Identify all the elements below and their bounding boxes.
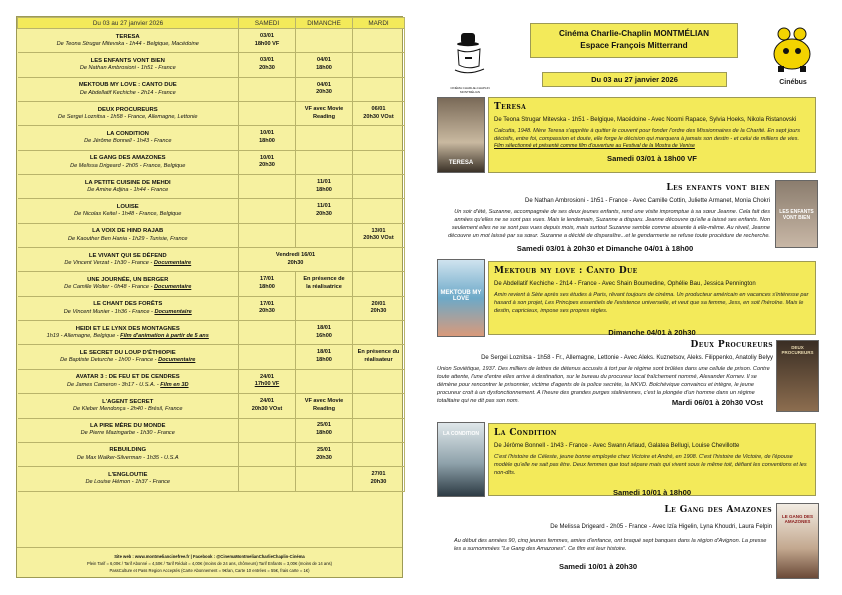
film-title: Teresa <box>494 102 527 112</box>
schedule-tuesday-slot <box>353 272 405 296</box>
schedule-film-cell <box>18 394 239 418</box>
schedule-slot-line: 20h30 <box>370 308 387 315</box>
schedule-film-credits <box>21 90 236 98</box>
schedule-film-title: LES ENFANTS VONT BIEN <box>90 57 165 64</box>
schedule-credits-text: De James Cameron - 3h17 - U.S.A. - <box>66 381 161 388</box>
schedule-film-title: L'AGENT SECRET <box>102 398 154 405</box>
poster-teresa <box>437 97 485 173</box>
schedule-saturday-slot <box>239 29 296 53</box>
schedule-slot-line: 24/01 <box>260 398 274 404</box>
schedule-film-cell <box>18 126 239 150</box>
header-saturday: SAMEDI <box>239 18 296 29</box>
poster-amazones <box>776 503 819 579</box>
schedule-film-cell <box>18 175 239 199</box>
poster-condition <box>437 422 485 497</box>
schedule-film-tag: Documentaire <box>154 284 192 291</box>
film-showtime: Mardi 06/01 à 20h30 VOst <box>671 398 763 408</box>
schedule-sunday-slot <box>296 418 353 442</box>
schedule-tuesday-slot <box>353 53 405 77</box>
schedule-film-credits <box>21 41 236 49</box>
schedule-tuesday-slot <box>353 345 405 369</box>
schedule-slot-line: 20h30 <box>259 308 275 315</box>
schedule-row <box>18 199 405 223</box>
poster-title: LA CONDITION <box>443 431 479 437</box>
schedule-row <box>18 296 405 320</box>
schedule-credits-text: De Max Walker-Silverman - 1h35 - U.S.A <box>76 454 179 461</box>
schedule-film-cell <box>18 321 239 345</box>
schedule-saturday-slot <box>239 442 296 466</box>
schedule-slot-line: 20/01 <box>371 300 386 307</box>
period-dates: Du 03 au 27 janvier 2026 <box>542 72 727 87</box>
schedule-panel <box>16 16 403 578</box>
schedule-row <box>18 29 405 53</box>
schedule-sunday-slot <box>296 223 353 247</box>
schedule-slot-line: Vendredi 16/01 <box>275 251 316 258</box>
schedule-slot-line: Reading <box>312 113 336 120</box>
schedule-body <box>18 29 405 492</box>
film-credits: De Melissa Drigeard - 2h05 - France - Avec Izïa Higelin, Lyna Khoudri, Laura Felpin <box>550 524 772 531</box>
schedule-slot-line: En présence du <box>357 349 400 356</box>
header-period: Du 03 au 27 janvier 2026 <box>18 18 239 29</box>
schedule-film-tag: Documentaire <box>158 357 196 364</box>
schedule-slot-line: réalisateur <box>364 357 393 364</box>
schedule-sunday-slot <box>296 199 353 223</box>
schedule-sunday-slot <box>296 150 353 174</box>
schedule-row <box>18 442 405 466</box>
schedule-film-credits <box>21 357 236 365</box>
schedule-tuesday-slot <box>353 199 405 223</box>
schedule-film-title: LE GANG DES AMAZONES <box>89 155 166 162</box>
schedule-slot-line: 16h00 <box>316 332 332 339</box>
schedule-film-credits <box>21 309 236 317</box>
schedule-slot-line: 18h00 <box>259 138 275 145</box>
schedule-film-credits <box>21 65 236 73</box>
schedule-slot-line: Reading <box>312 405 336 412</box>
schedule-sunday-slot <box>296 467 353 491</box>
film-synopsis: Au début des années 90, cinq jeunes femmes, amies d'enfance, ont braqué sept banques dans la région d'Avignon. La presse les a surnommées "Le Gang des Amazones". Ce film est leur histoire. <box>454 537 767 552</box>
schedule-sunday-slot <box>296 296 353 320</box>
film-showtime: Samedi 10/01 à 20h30 <box>559 561 638 571</box>
schedule-slot-line: 20h30 <box>316 89 332 96</box>
schedule-slot-line: 20h30 VOst <box>363 235 394 242</box>
schedule-film-tag: Film d'animation à partir de 5 ans <box>120 333 209 340</box>
schedule-tuesday-slot <box>353 29 405 53</box>
schedule-saturday-slot <box>239 345 296 369</box>
film-title: Le Gang des Amazones <box>664 505 772 515</box>
schedule-slot-line: 18h00 <box>316 357 332 364</box>
schedule-film-cell <box>18 296 239 320</box>
schedule-film-cell <box>18 467 239 491</box>
schedule-credits-text: De Kaouther Ben Hania - 1h29 - Tunisie, France <box>67 235 188 242</box>
schedule-film-title: LA VOIX DE HIND RAJAB <box>92 228 164 235</box>
schedule-saturday-slot <box>239 296 296 320</box>
schedule-slot-line: 20h30 <box>259 162 275 169</box>
schedule-tuesday-slot <box>353 394 405 418</box>
footer-prices: Plein Tarif = 6,00€ / Tarif Abonné = 4,50€ / Tarif Réduit = 4,00€ (moins de 24 ans, chômeurs) Tarif Enfants = 3,00€ (moins de 14 ans) <box>86 561 333 567</box>
schedule-saturday-slot <box>239 175 296 199</box>
film-card-procureurs <box>437 339 773 408</box>
schedule-row <box>18 248 405 272</box>
film-synopsis: Union Soviétique, 1937. Des milliers de lettres de détenus accusés à tort par le régime sont brûlées dans une cellule de prison. Contre toute attente, l'une d'entre elles arrive à destination, sur le bureau du procureur local fraîchement nommé, Alexander Kornev. Il se démène pour rencontrer le prisonnier, victime d'agents de la police secrète, la NKVD. Bolchévique convaincu et intègre, le jeune procureur croit à un dysfonctionnement. A l'heure des grandes purges staliniennes, c'est la plongée d'un homme dans un régime totalitaire qui ne dit pas son nom. <box>437 365 770 405</box>
film-credits: De Abdellatif Kechiche - 2h14 - France - Avec Shain Boumedine, Ophélie Bau, Jessica Pennington <box>494 281 756 288</box>
schedule-saturday-slot <box>239 102 296 126</box>
schedule-tuesday-slot <box>353 467 405 491</box>
schedule-row <box>18 321 405 345</box>
schedule-slot-line: 25/01 <box>317 422 331 429</box>
schedule-credits-text: De Baptiste Deturche - 1h00 - France - <box>60 357 159 364</box>
schedule-row <box>18 418 405 442</box>
schedule-saturday-slot <box>239 199 296 223</box>
schedule-tuesday-slot <box>353 442 405 466</box>
poster-enfants <box>775 180 818 248</box>
schedule-saturday-slot <box>239 467 296 491</box>
schedule-film-title: TERESA <box>115 33 140 40</box>
schedule-row <box>18 467 405 491</box>
schedule-credits-text: De Vincent Munier - 1h36 - France - <box>63 308 155 315</box>
schedule-credits-text: De Kleber Mendonça - 2h40 - Brésil, France <box>73 406 183 413</box>
schedule-film-credits <box>21 479 236 487</box>
film-showtime: Samedi 03/01 à 18h00 VF <box>607 154 697 164</box>
footer-web: Site web : www.montmeliancinefree.fr | Facebook : @CinemaMontmelianCharlieChaplin-Cinéma <box>114 554 305 559</box>
schedule-header-row <box>18 18 405 29</box>
poster-title: MEKTOUB MY LOVE <box>440 290 482 302</box>
schedule-credits-text: De Melissa Drigeard - 2h05 - France, Belgique <box>70 162 186 169</box>
schedule-film-credits <box>21 333 236 341</box>
schedule-slot-line: 20h30 <box>316 454 332 461</box>
schedule-film-cell <box>18 77 239 101</box>
film-card-amazones <box>454 504 772 572</box>
schedule-film-title: LA CONDITION <box>106 131 149 137</box>
schedule-slot-line: 17h00 VF <box>254 381 280 388</box>
schedule-film-cell <box>18 418 239 442</box>
schedule-saturday-slot <box>239 150 296 174</box>
schedule-row <box>18 272 405 296</box>
chaplin-hat-icon <box>448 30 492 82</box>
film-title: La Condition <box>494 428 557 438</box>
schedule-slot-line: 03/01 <box>260 57 274 64</box>
schedule-film-cell <box>18 223 239 247</box>
poster-title: DEUX PROCUREURS <box>781 345 814 355</box>
schedule-slot-line: 24/01 <box>260 373 274 380</box>
schedule-slot-line: 11/01 <box>317 203 331 210</box>
schedule-credits-text: De Nicolas Keitel - 1h48 - France, Belgique <box>74 211 182 218</box>
cinema-subtitle: Espace François Mitterrand <box>580 41 688 51</box>
schedule-credits-text: De Pierre Mazingarbe - 1h30 - France <box>80 430 175 437</box>
poster-title: TERESA <box>448 160 474 166</box>
film-title: Deux Procureurs <box>690 340 773 350</box>
schedule-slot-line: 20h30 <box>370 478 387 485</box>
film-card-condition <box>488 423 816 496</box>
film-card-teresa <box>488 97 816 173</box>
cinebus-mascot-icon <box>770 26 816 74</box>
schedule-sunday-slot <box>296 126 353 150</box>
schedule-merged-slot <box>239 248 353 272</box>
schedule-slot-line: 18h00 <box>316 430 332 437</box>
schedule-slot-line: 18h00 <box>259 284 275 291</box>
schedule-row <box>18 102 405 126</box>
schedule-saturday-slot <box>239 53 296 77</box>
schedule-film-cell <box>18 102 239 126</box>
film-credits: De Jérôme Bonnell - 1h43 - France - Avec Swann Arlaud, Galatea Bellugi, Louise Chevillotte <box>494 443 740 450</box>
cinema-title-box <box>530 23 738 58</box>
schedule-saturday-slot <box>239 394 296 418</box>
film-showtime: Dimanche 04/01 à 20h30 <box>608 328 696 338</box>
schedule-credits-text: De Vincent Verzat - 1h30 - France - <box>64 259 154 266</box>
schedule-film-title: LA PETITE CUISINE DE MEHDI <box>84 179 171 186</box>
film-synopsis: Un soir d'été, Suzanne, accompagnée de ses deux jeunes enfants, rend une visite impromptue à sa sœur Jeanne. Cela fait des années qu'elles ne se sont pas vues. Mais le lendemain, Suzanne a disparu. Jeanne découvre qu'elle a laissé ses enfants. Non seulement elles ne se sont pas vues depuis mois, mais surtout Suzanne semble comme absente à elle-même. Au réveil, Jeanne découvre un mot laissé par sa sœur. Suzanne a décidé de disparaître...et le gendarmerie se refuse toute procédure de recherche. <box>448 208 770 240</box>
header-tuesday: MARDI <box>353 18 405 29</box>
schedule-slot-line: 27/01 <box>371 471 386 478</box>
schedule-slot-line: 20h30 <box>287 259 304 266</box>
schedule-film-cell <box>18 369 239 393</box>
film-card-enfants <box>440 182 770 254</box>
schedule-tuesday-slot <box>353 369 405 393</box>
schedule-film-title: MEKTOUB MY LOVE : CANTO DUE <box>78 82 177 89</box>
schedule-sunday-slot <box>296 345 353 369</box>
schedule-saturday-slot <box>239 223 296 247</box>
schedule-film-cell <box>18 199 239 223</box>
schedule-film-cell <box>18 150 239 174</box>
schedule-slot-line: 11/01 <box>317 178 331 185</box>
schedule-film-cell <box>18 272 239 296</box>
schedule-credits-text: De Amine Adjina - 1h44 - France <box>87 186 169 193</box>
schedule-film-title: REBUILDING <box>109 447 147 454</box>
schedule-credits-text: De Teona Strugar Mitevska - 1h44 - Belgique, Macédoine <box>56 40 199 47</box>
schedule-film-credits <box>21 211 236 219</box>
schedule-film-credits <box>21 284 236 292</box>
schedule-sunday-slot <box>296 369 353 393</box>
schedule-credits-text: De Jérôme Bonnell - 1h43 - France <box>84 138 172 145</box>
schedule-sunday-slot <box>296 102 353 126</box>
schedule-slot-line: En présence de <box>303 276 345 283</box>
schedule-film-title: L'ENGLOUTIE <box>108 471 148 478</box>
schedule-sunday-slot <box>296 29 353 53</box>
film-showtime: Samedi 10/01 à 18h00 <box>612 488 692 498</box>
schedule-film-title: LA PIRE MÈRE DU MONDE <box>90 423 166 430</box>
schedule-slot-line: 13/01 <box>371 227 386 234</box>
schedule-slot-line: 06/01 <box>371 105 386 112</box>
schedule-saturday-slot <box>239 321 296 345</box>
schedule-tuesday-slot <box>353 296 405 320</box>
schedule-tuesday-slot <box>353 126 405 150</box>
schedule-film-credits <box>21 406 236 414</box>
cinebus-label: Cinébus <box>779 79 807 86</box>
schedule-tuesday-slot <box>353 175 405 199</box>
schedule-slot-line: 20h30 VOst <box>251 405 283 412</box>
poster-mektoub <box>437 259 485 337</box>
schedule-row <box>18 394 405 418</box>
schedule-credits-text: 1h19 - Allemagne, Belgique - <box>46 333 121 340</box>
poster-procureurs <box>776 340 819 412</box>
poster-title: LE GANG DES AMAZONES <box>781 514 813 524</box>
film-synopsis: Amin revient à Sète après ses études à Paris, rêvant toujours de cinéma. Un producteur américain en vacances s'intéresse par hasard à son projet, Les Principes essentiels de l'existence universelle, et veut que sa femme, Jess, en soit l'héroïne. Mais le destin, capricieux, impose ses propres règles. <box>494 291 809 314</box>
schedule-slot-line: 10/01 <box>260 154 274 161</box>
schedule-film-cell <box>18 442 239 466</box>
schedule-sunday-slot <box>296 394 353 418</box>
schedule-slot-line: 17/01 <box>260 276 274 283</box>
schedule-film-title: LE SECRET DU LOUP D'ÉTHIOPIE <box>79 350 176 357</box>
schedule-film-credits <box>21 114 236 122</box>
schedule-film-credits <box>21 138 236 146</box>
schedule-slot-line: 18h00 <box>316 65 332 72</box>
schedule-row <box>18 53 405 77</box>
schedule-slot-line: 18h00 VF <box>254 40 280 47</box>
schedule-film-cell <box>18 53 239 77</box>
schedule-saturday-slot <box>239 369 296 393</box>
schedule-film-cell <box>18 248 239 272</box>
schedule-sunday-slot <box>296 77 353 101</box>
schedule-slot-line: 04/01 <box>317 81 331 88</box>
schedule-row <box>18 126 405 150</box>
schedule-film-credits <box>21 236 236 244</box>
schedule-row <box>18 223 405 247</box>
schedule-film-credits <box>21 430 236 438</box>
schedule-row <box>18 369 405 393</box>
schedule-credits-text: De Camille Wolter - 0h48 - France - <box>64 284 155 291</box>
schedule-tuesday-slot <box>353 248 405 272</box>
schedule-sunday-slot <box>296 321 353 345</box>
schedule-film-title: LE VIVANT QUI SE DÉFEND <box>88 252 167 259</box>
schedule-tuesday-slot <box>353 223 405 247</box>
schedule-row <box>18 345 405 369</box>
schedule-film-tag: Film en 3D <box>160 381 189 388</box>
schedule-saturday-slot <box>239 418 296 442</box>
cinema-logo <box>448 30 492 94</box>
film-note: Film sélectionné et présenté comme film d'ouverture au Festival de la Mostra de Venise <box>494 142 695 149</box>
schedule-film-credits <box>21 382 236 390</box>
film-credits: De Teona Strugar Mitevska - 1h51 - Belgique, Macédoine - Avec Noomi Rapace, Sylvia Hoeks, Nikola Ristanovski <box>494 117 797 124</box>
schedule-row <box>18 150 405 174</box>
schedule-slot-line: 17/01 <box>260 300 274 307</box>
schedule-film-title: AVATAR 3 : DE FEU ET DE CENDRES <box>75 374 180 381</box>
schedule-film-tag: Documentaire <box>154 308 192 315</box>
film-credits: De Nathan Ambrosioni - 1h51 - France - Avec Camille Cottin, Juliette Armanet, Monia Chokri <box>525 198 770 205</box>
schedule-film-credits <box>21 163 236 171</box>
schedule-tuesday-slot <box>353 321 405 345</box>
film-title: Les enfants vont bien <box>666 183 770 193</box>
header-sunday: DIMANCHE <box>296 18 353 29</box>
schedule-saturday-slot <box>239 272 296 296</box>
schedule-slot-line: 04/01 <box>317 57 331 64</box>
footer-passes: PassCulture et Pass Region Acceptés (Carte Abonnement = 9€/an, Carte 10 entrées = 55€, frais carte = 1€) <box>109 568 310 574</box>
schedule-tuesday-slot <box>353 77 405 101</box>
schedule-credits-text: De Louise Hémon - 1h37 - France <box>85 479 171 486</box>
schedule-saturday-slot <box>239 77 296 101</box>
schedule-slot-line: 10/01 <box>260 130 274 137</box>
schedule-credits-text: De Nathan Ambrosioni - 1h51 - France <box>79 65 176 72</box>
film-showtime: Samedi 03/01 à 20h30 et Dimanche 04/01 à 18h00 <box>516 244 694 254</box>
film-synopsis: C'est l'histoire de Céleste, jeune bonne employée chez Victoire et André, en 1908. C'est l'histoire de Victoire, de l'épouse modèle qu'elle ne sait pas être. Deux femmes que tout sépare mais qui vivent sous le même toit, défiant les conventions et les non-dits. <box>494 453 807 476</box>
info-footer <box>17 547 402 577</box>
schedule-film-tag: Documentaire <box>153 259 192 266</box>
schedule-slot-line: VF avec Movie <box>304 398 344 404</box>
cinema-title: Cinéma Charlie-Chaplin MONTMÉLIAN <box>558 29 710 38</box>
film-card-mektoub <box>488 261 816 338</box>
schedule-slot-line: 03/01 <box>260 32 274 39</box>
schedule-credits-text: De Abdellatif Kechiche - 2h14 - France <box>79 89 176 96</box>
schedule-sunday-slot <box>296 272 353 296</box>
schedule-film-title: DEUX PROCUREURS <box>97 106 158 113</box>
cinebus-logo <box>770 26 816 88</box>
schedule-row <box>18 77 405 101</box>
schedule-slot-line: VF avec Movie <box>304 105 344 112</box>
schedule-tuesday-slot <box>353 102 405 126</box>
schedule-film-title: LE CHANT DES FORÊTS <box>93 301 163 308</box>
schedule-slot-line: 20h30 VOst <box>363 113 394 120</box>
schedule-slot-line: 20h30 <box>316 211 332 218</box>
schedule-row <box>18 175 405 199</box>
schedule-film-title: HEIDI ET LE LYNX DES MONTAGNES <box>75 325 180 332</box>
schedule-slot-line: la réalisatrice <box>306 284 342 291</box>
schedule-credits-text: De Sergei Loznitsa - 1h58 - France, Allemagne, Lettonie <box>58 113 198 120</box>
cinema-logo-text: CINÉMA CHARLIE-CHAPLIN MONTMÉLIAN <box>450 86 490 94</box>
schedule-film-credits <box>21 455 236 463</box>
schedule-sunday-slot <box>296 53 353 77</box>
schedule-slot-line: 25/01 <box>317 446 331 453</box>
schedule-slot-line: 18/01 <box>317 349 331 356</box>
schedule-film-cell <box>18 29 239 53</box>
schedule-table <box>17 17 405 492</box>
schedule-film-title: UNE JOURNÉE, UN BERGER <box>87 277 169 284</box>
schedule-tuesday-slot <box>353 150 405 174</box>
schedule-saturday-slot <box>239 126 296 150</box>
schedule-film-title: LOUISE <box>116 204 139 211</box>
film-credits: De Sergei Loznitsa - 1h58 - Fr., Allemagne, Lettonie - Avec Aleks. Kuznetsov, Aleks. Filippenko, Anatoliy Belyy <box>481 355 773 362</box>
schedule-slot-line: 18h00 <box>316 186 332 193</box>
schedule-film-credits <box>21 260 236 268</box>
film-synopsis: Calcutta, 1948. Mère Teresa s'apprête à quitter le couvent pour fonder l'ordre des Missionnaires de la Charité. En sept jours décisifs, entre foi, compassion et doute, elle forge le décision qui marquera à jamais son destin - et celui de milliers de vies. <box>494 127 801 142</box>
poster-title: LES ENFANTS VONT BIEN <box>779 209 814 221</box>
schedule-sunday-slot <box>296 175 353 199</box>
schedule-slot-line: 20h30 <box>259 65 275 72</box>
schedule-film-cell <box>18 345 239 369</box>
schedule-tuesday-slot <box>353 418 405 442</box>
schedule-film-credits <box>21 187 236 195</box>
schedule-sunday-slot <box>296 442 353 466</box>
schedule-slot-line: 18/01 <box>317 324 331 331</box>
film-title: Mektoub my love : Canto Due <box>494 266 638 276</box>
